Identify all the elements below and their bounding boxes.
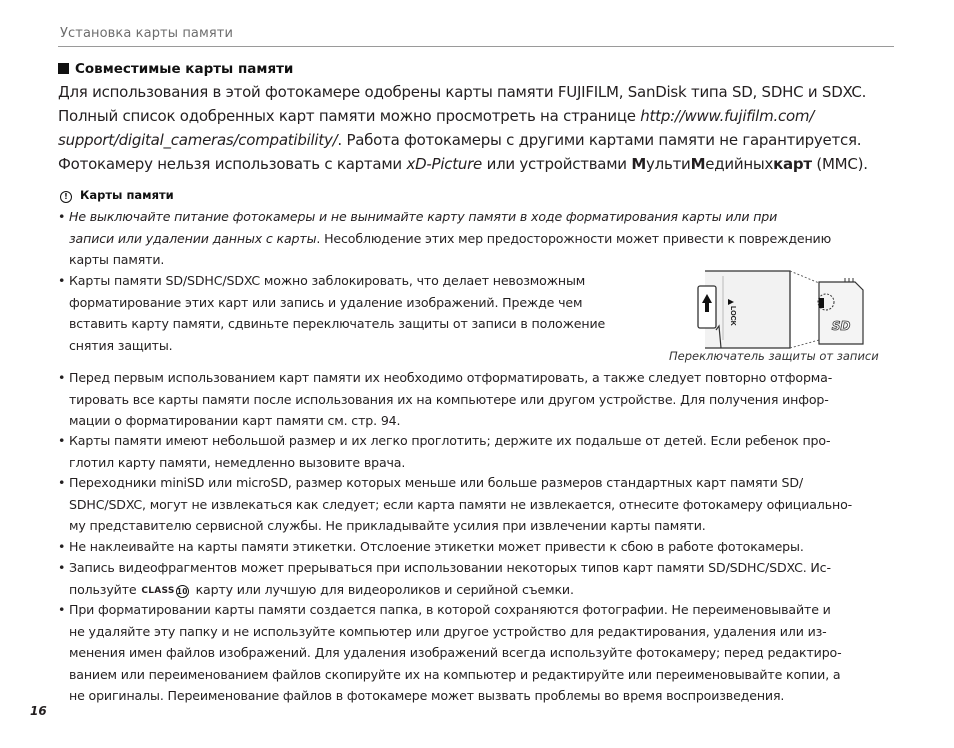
bullet-line xyxy=(69,228,898,250)
intro-line-1: Для использования в этой фотокамере одобрены карты памяти FUJIFILM, SanDisk типа SD, SDHC и SDXC. xyxy=(58,83,867,101)
bullet-line: менения имен файлов изображений. Для удаления изображений всегда используйте фотокамеру; перед редактиро- xyxy=(69,645,842,660)
bullet-line: тировать все карты памяти после использования их на компьютере или другом устройстве. Для получения инфор- xyxy=(69,391,829,407)
mmc-letter: М xyxy=(631,155,647,173)
list-item xyxy=(58,472,898,537)
bullet-dot: • xyxy=(58,539,66,554)
list-item xyxy=(58,270,658,356)
intro-text: Полный список одобренных карт памяти можно просмотреть на странице xyxy=(58,107,641,125)
list-item xyxy=(58,367,898,432)
list-item xyxy=(58,206,898,271)
bullet-line: SDHC/SDXC, могут не извлекаться как следует; если карта памяти не извлекается, отнесите фотокамеру официально- xyxy=(69,496,853,512)
bullet-dot: • xyxy=(58,273,66,288)
bullet-line: Карты памяти SD/SDHC/SDXC можно заблокировать, что делает невозможным xyxy=(69,273,586,288)
lock-label: LOCK xyxy=(729,306,736,326)
caution-icon: ! xyxy=(60,191,72,203)
bullet-dot: • xyxy=(58,209,66,224)
bullet-line: снятия защиты. xyxy=(69,337,173,353)
running-header: Установка карты памяти xyxy=(60,26,234,41)
compatibility-link-cont[interactable]: support/digital_cameras/compatibility/ xyxy=(58,131,338,149)
mmc-part: едийных xyxy=(705,155,774,173)
intro-line-2 xyxy=(58,104,902,128)
list-item xyxy=(58,599,903,707)
bullet-line: не оригиналы. Переименование файлов в фотокамере может вызвать проблемы во время воспроизведения. xyxy=(69,688,785,703)
bullet-text: . Несоблюдение этих мер предосторожности может привести к повреждению xyxy=(316,230,832,246)
mmc-part: ульти xyxy=(646,155,691,173)
intro-line-3 xyxy=(58,128,902,152)
intro-text: . Работа фотокамеры с другими картами памяти не гарантируется. xyxy=(337,131,862,149)
class-label: CLASS xyxy=(141,585,175,596)
mmc-letter: М xyxy=(690,155,706,173)
bullet-line: мации о форматировании карт памяти см. стр. 94. xyxy=(69,413,401,428)
bullet-line: Не наклеивайте на карты памяти этикетки. Отслоение этикетки может привести к сбою в работе фотокамеры. xyxy=(69,539,804,554)
section-heading xyxy=(58,61,293,77)
class-number: 10 xyxy=(176,586,188,596)
list-item xyxy=(58,557,898,602)
section-heading-text: Совместимые карты памяти xyxy=(75,61,294,77)
bullet-line: вставить карту памяти, сдвиньте переключатель защиты от записи в положение xyxy=(69,316,606,331)
header-divider xyxy=(58,46,894,47)
bullet-line: форматирование этих карт или запись и удаление изображений. Прежде чем xyxy=(69,294,583,310)
figure-caption: Переключатель защиты от записи xyxy=(669,349,879,363)
warning-text: Не выключайте питание фотокамеры и не вынимайте карту памяти в ходе форматирования карты или при xyxy=(69,209,778,224)
intro-line-4 xyxy=(58,152,902,176)
bullet-dot: • xyxy=(58,370,66,385)
bullet-dot: • xyxy=(58,475,66,490)
page-number: 16 xyxy=(30,704,47,718)
bullet-line: карты памяти. xyxy=(69,252,165,267)
intro-text: (MMC). xyxy=(811,155,868,173)
write-protect-illustration xyxy=(695,268,895,350)
warning-text: записи или удалении данных с карты xyxy=(69,230,317,246)
list-item xyxy=(58,430,898,473)
intro-paragraph xyxy=(58,80,902,176)
intro-text: или устройствами xyxy=(482,155,632,173)
bullet-line: Карты памяти имеют небольшой размер и их легко проглотить; держите их подальше от детей. Если ребенок про- xyxy=(69,433,831,448)
square-bullet-icon xyxy=(58,63,69,74)
mmc-word: карт xyxy=(773,155,812,173)
bullet-line: Запись видеофрагментов может прерываться при использовании некоторых типов карт памяти SD/SDHC/SDXC. Ис- xyxy=(69,560,831,575)
bullet-dot: • xyxy=(58,560,66,575)
bullet-text: пользуйте xyxy=(69,581,141,597)
bullet-line: Перед первым использованием карт памяти их необходимо отформатировать, а также следует повторно отформа- xyxy=(69,370,833,385)
compatibility-link[interactable]: http://www.fujifilm.com/ xyxy=(640,107,815,125)
bullet-line xyxy=(69,206,898,228)
intro-text: Фотокамеру нельзя использовать с картами xyxy=(58,155,407,173)
bullet-line: му представителю сервисной службы. Не прикладывайте усилия при извлечении карты памяти. xyxy=(69,518,706,533)
sd-card-thumbnail xyxy=(818,278,863,344)
bullet-text: карту или лучшую для видеороликов и серийной съемки. xyxy=(191,581,574,597)
sd-logo: SD xyxy=(831,319,851,333)
note-heading-text: Карты памяти xyxy=(80,188,174,202)
bullet-dot: • xyxy=(58,602,66,617)
bullet-line: При форматировании карты памяти создается папка, в которой сохраняются фотографии. Не переименовывайте и xyxy=(69,602,831,617)
note-heading xyxy=(60,188,174,203)
bullet-line: не удаляйте эту папку и не используйте компьютер или другое устройство для редактирования, удаления или из- xyxy=(69,623,827,639)
bullet-line: глотил карту памяти, немедленно вызовите врача. xyxy=(69,454,406,470)
xd-picture-term: xD-Picture xyxy=(406,155,483,173)
bullet-line: Переходники miniSD или microSD, размер которых меньше или больше размеров стандартных карт памяти SD/ xyxy=(69,475,803,490)
bullet-line: ванием или переименованием файлов скопируйте их на компьютер и редактируйте или переименовывайте копии, а xyxy=(69,666,841,682)
bullet-dot: • xyxy=(58,433,66,448)
list-item xyxy=(58,536,898,558)
sd-card-closeup xyxy=(698,271,790,348)
